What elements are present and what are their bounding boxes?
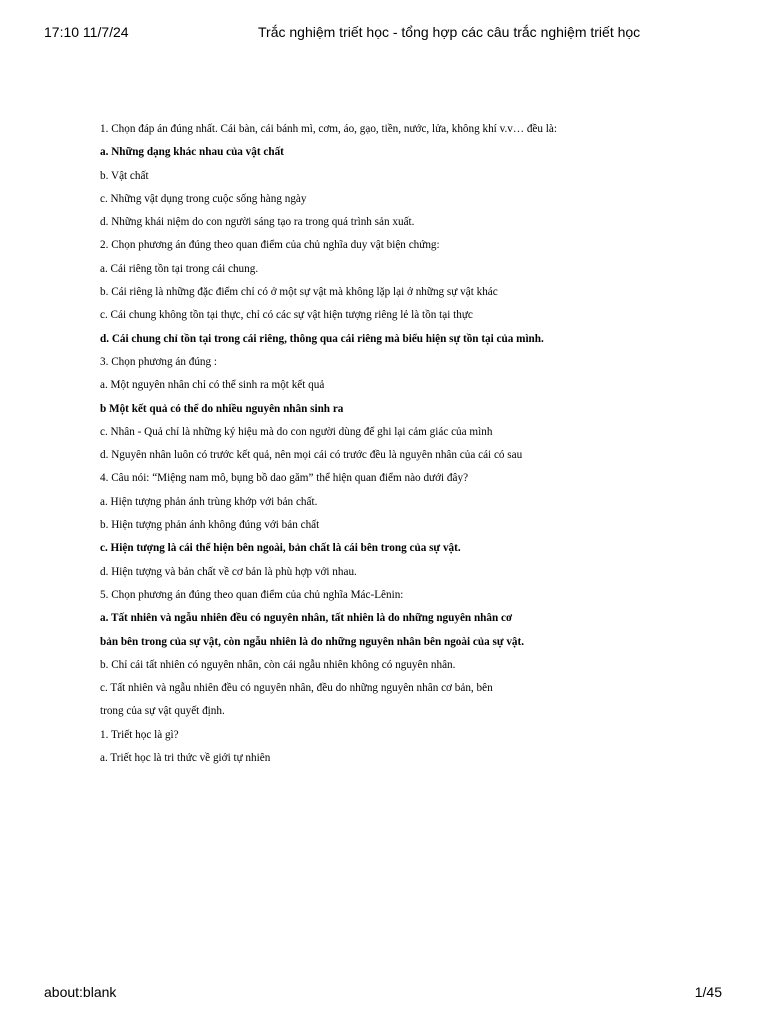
header-datetime: 17:10 11/7/24	[44, 24, 129, 40]
text-line: d. Nguyên nhân luôn có trước kết quả, nên mọi cái có trước đều là nguyên nhân của cái có sau	[100, 449, 523, 462]
text-line: c. Cái chung không tồn tại thực, chỉ có các sự vật hiện tượng riêng lẻ là tồn tại thực	[100, 309, 473, 322]
text-line: a. Cái riêng tồn tại trong cái chung.	[100, 262, 259, 275]
text-line: a. Hiện tượng phản ánh trùng khớp với bản chất.	[100, 495, 318, 508]
answer-line-correct: a. Những dạng khác nhau của vật chất	[100, 146, 284, 159]
answer-line-correct: c. Hiện tượng là cái thể hiện bên ngoài, bản chất là cái bên trong của sự vật.	[100, 542, 461, 555]
header-title: Trắc nghiệm triết học - tổng hợp các câu trắc nghiệm triết học	[258, 24, 641, 40]
text-line: b. Cái riêng là những đặc điểm chỉ có ở một sự vật mà không lặp lại ở những sự vật khác	[100, 286, 498, 299]
answer-line-correct: a. Tất nhiên và ngẫu nhiên đều có nguyên nhân, tất nhiên là do những nguyên nhân cơ	[100, 612, 513, 625]
text-line: d. Hiện tượng và bản chất về cơ bản là phù hợp với nhau.	[100, 565, 357, 578]
footer-url: about:blank	[44, 984, 117, 1000]
text-line: 4. Câu nói: “Miệng nam mô, bụng bồ dao găm” thể hiện quan điểm nào dưới đây?	[100, 472, 469, 485]
footer-page-number: 1/45	[694, 984, 722, 1000]
text-line: 3. Chọn phương án đúng :	[100, 355, 218, 368]
text-line: b. Hiện tượng phản ánh không đúng với bản chất	[100, 519, 320, 532]
text-line: b. Vật chất	[100, 169, 149, 182]
answer-line-correct: d. Cái chung chỉ tồn tại trong cái riêng, thông qua cái riêng mà biểu hiện sự tồn tại của mình.	[100, 332, 544, 345]
answer-line-correct: b Một kết quả có thể do nhiều nguyên nhân sinh ra	[100, 402, 344, 415]
text-line: d. Những khái niệm do con người sáng tạo ra trong quá trình sản xuất.	[100, 216, 415, 229]
text-line: 1. Chọn đáp án đúng nhất. Cái bàn, cái bánh mì, cơm, áo, gạo, tiền, nước, lửa, không khí v.v… đều là:	[100, 123, 557, 135]
text-line: 1. Triết học là gì?	[100, 728, 179, 741]
text-line: b. Chỉ cái tất nhiên có nguyên nhân, còn cái ngẫu nhiên không có nguyên nhân.	[100, 658, 456, 671]
text-line: c. Tất nhiên và ngẫu nhiên đều có nguyên nhân, đều do những nguyên nhân cơ bản, bên	[100, 682, 493, 695]
text-line: a. Triết học là tri thức về giới tự nhiên	[100, 752, 271, 765]
text-line: 5. Chọn phương án đúng theo quan điểm của chủ nghĩa Mác-Lênin:	[100, 588, 404, 601]
text-line: c. Những vật dụng trong cuộc sống hàng ngày	[100, 192, 307, 205]
document-body	[100, 118, 680, 770]
text-line: c. Nhân - Quả chỉ là những ký hiệu mà do con người dùng để ghi lại cảm giác của mình	[100, 425, 493, 438]
text-line: trong của sự vật quyết định.	[100, 705, 225, 718]
text-line: 2. Chọn phương án đúng theo quan điểm của chủ nghĩa duy vật biện chứng:	[100, 239, 440, 252]
text-line: a. Một nguyên nhân chỉ có thể sinh ra một kết quả	[100, 379, 325, 392]
answer-line-correct: bản bên trong của sự vật, còn ngẫu nhiên là do những nguyên nhân bên ngoài của sự vật.	[100, 635, 525, 648]
